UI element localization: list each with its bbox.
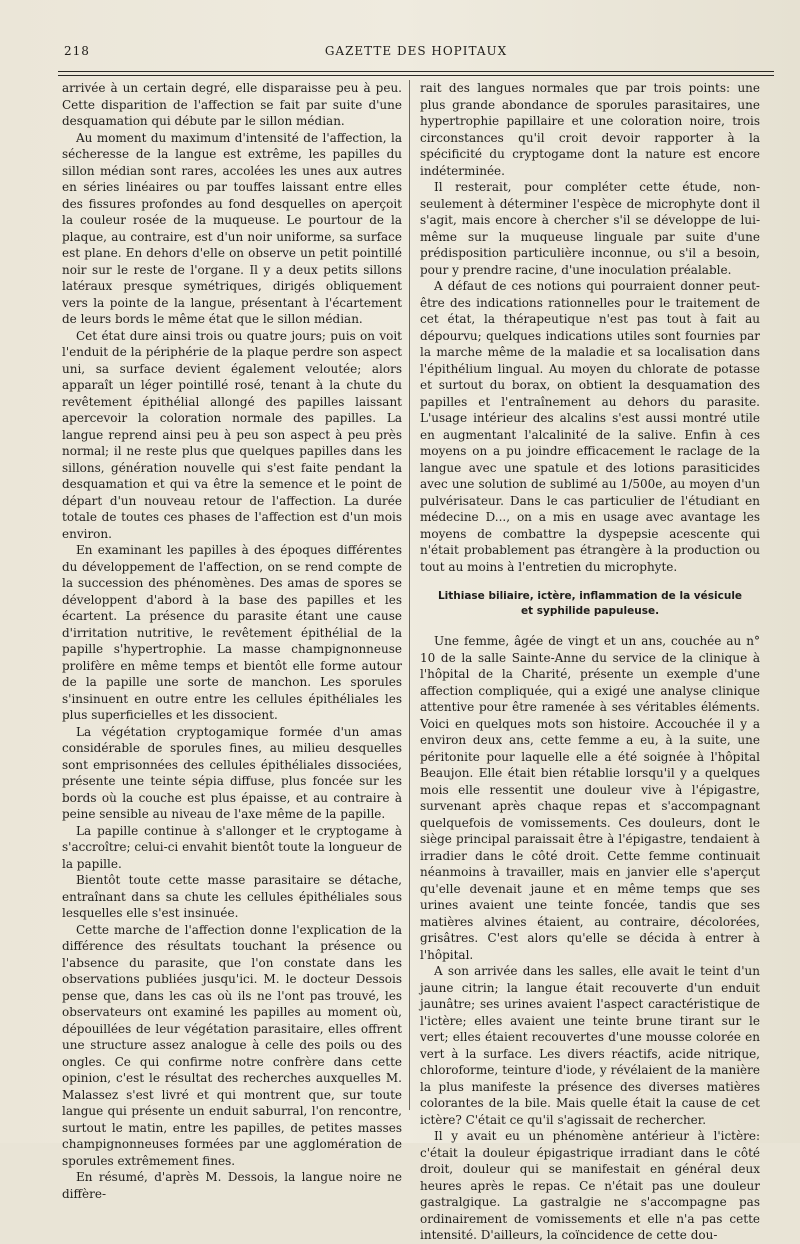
paragraph: A défaut de ces notions qui pourraient donner peut-être des indications rationnelles pour le traitement de cet état, la thérapeutique n'est pas tout à fait au dépourvu; quelques indications utiles sont fournies par la marche même de la maladie et sa localisation dans l'épithélium lingual. Au moyen du chlorate de potasse et surtout du borax, on obtient la desquamation des papilles et l'entraînement au dehors du parasite. L'usage intérieur des alcalins s'est aussi montré utile en augmentant l'alcalinité de la salive. Enfin à ces moyens on a pu joindre efficacement le raclage de la langue avec une spatule et des lotions parasiticides avec une solution de sublimé au 1/500e, au moyen d'un pulvérisateur. Dans le cas particulier de l'étudiant en médecine D..., on a mis en usage avec avantage les moyens de combattre la dyspepsie acescente qui n'était probablement pas étrangère à la production ou tout au moins à l'entretien du microphyte. <box>420 279 760 574</box>
paragraph: Bientôt toute cette masse parasitaire se détache, entraînant dans sa chute les cellules épithéliales sous lesquelles elle s'est insinuée. <box>62 873 402 920</box>
left-column <box>62 80 402 1202</box>
running-title: GAZETTE DES HOPITAUX <box>324 44 508 58</box>
section-heading-line: Lithiase biliaire, ictère, inflammation de la vésicule <box>437 590 743 602</box>
paragraph: arrivée à un certain degré, elle disparaisse peu à peu. Cette disparition de l'affection se fait par suite d'une desquamation qui débute par le sillon médian. <box>62 81 402 128</box>
section-heading-line: et syphilide papuleuse. <box>520 605 660 617</box>
paragraph: En examinant les papilles à des époques différentes du développement de l'affection, on se rend compte de la succession des phénomènes. Des amas de spores se développent d'abord à la base des papilles et les écartent. La présence du parasite étant une cause d'irritation nutritive, le revêtement épithélial de la papille s'hypertrophie. La masse champignonneuse prolifère en même temps et bientôt elle forme autour de la papille une sorte de manchon. Les sporules s'insinuent en outre entre les cellules épithéliales les plus superficielles et les dissocient. <box>62 543 402 722</box>
right-column <box>420 80 760 1244</box>
paragraph: Au moment du maximum d'intensité de l'affection, la sécheresse de la langue est extrême, les papilles du sillon médian sont rares, accolées les unes aux autres en séries linéaires ou par touffes laissant entre elles des fissures profondes au fond desquelles on aperçoit la couleur rosée de la muqueuse. Le pourtour de la plaque, au contraire, est d'un noir uniforme, sa surface est plane. En dehors d'elle on observe un petit pointillé noir sur le reste de l'organe. Il y a deux petits sillons latéraux presque symétriques, dirigés obliquement vers la pointe de la langue, présentant à l'écartement de leurs bords le même état que le sillon médian. <box>62 130 402 326</box>
paragraph: En résumé, d'après M. Dessois, la langue noire ne diffère- <box>62 1170 402 1201</box>
paragraph: Une femme, âgée de vingt et un ans, couchée au n° 10 de la salle Sainte-Anne du service de la clinique à l'hôpital de la Charité, présente un exemple d'une affection compliquée, qui a exigé une analyse clinique attentive pour être ramenée à ses véritables éléments. Voici en quelques mots son histoire. Accouchée il y a environ deux ans, cette femme a eu, à la suite, une péritonite pour laquelle elle a été soignée à l'hôpital Beaujon. Elle était bien rétablie lorsqu'il y a quelques mois elle ressentit une douleur vive à l'épigastre, survenant après chaque repas et s'accompagnant quelquefois de vomissements. Ces douleurs, dont le siège principal paraissait être à l'épigastre, tendaient à irradier dans le côté droit. Cette femme continuait néanmoins à travailler, mais en janvier elle s'aperçut qu'elle devenait jaune et en même temps que ses urines avaient une teinte foncée, tandis que ses matières alvines étaient, au contraire, décolorées, grisâtres. C'est alors qu'elle se décida à entrer à l'hôpital. <box>420 634 760 962</box>
paragraph: La végétation cryptogamique formée d'un amas considérable de sporules fines, au milieu desquelles sont emprisonnées des cellules épithéliales dissociées, présente une teinte sépia diffuse, plus foncée sur les bords où la couche est plus épaisse, et au contraire à peine sensible au niveau de l'axe même de la papille. <box>62 724 402 821</box>
paragraph: Il resterait, pour compléter cette étude, non-seulement à déterminer l'espèce de microphyte dont il s'agit, mais encore à chercher s'il se développe de lui-même sur la muqueuse linguale par suite d'une prédisposition particulière inconnue, ou s'il a besoin, pour y prendre racine, d'une inoculation préalable. <box>420 180 760 277</box>
header-rule <box>58 71 774 72</box>
section-heading <box>420 589 760 619</box>
paragraph: Il y avait eu un phénomène antérieur à l'ictère: c'était la douleur épigastrique irradiant dans le côté droit, douleur qui se manifestait en général deux heures après le repas. Ce n'était pas une douleur gastralgique. La gastralgie ne s'accompagne pas ordinairement de vomissements et elle n'a pas cette intensité. D'ailleurs, la coïncidence de cette dou- <box>420 1129 760 1242</box>
paragraph: rait des langues normales que par trois points: une plus grande abondance de sporules parasitaires, une hypertrophie papillaire et une coloration noire, trois circonstances qu'il croit devoir rapporter à la spécificité du cryptogame dont la nature est encore indéterminée. <box>420 81 760 178</box>
paragraph: A son arrivée dans les salles, elle avait le teint d'un jaune citrin; la langue était recouverte d'un enduit jaunâtre; ses urines avaient l'aspect caractéristique de l'ictère; elles avaient une teinte brune tirant sur le vert; elles étaient recouvertes d'une mousse colorée en vert à la surface. Les divers réactifs, acide nitrique, chloroforme, teinture d'iode, y révélaient de la manière la plus manifeste la présence des diverses matières colorantes de la bile. Mais quelle était la cause de cet ictère? C'était ce qu'il s'agissait de rechercher. <box>420 964 760 1127</box>
header-rule-thin <box>58 75 774 76</box>
column-divider <box>409 80 410 1110</box>
paragraph: Cet état dure ainsi trois ou quatre jours; puis on voit l'enduit de la périphérie de la plaque perdre son aspect uni, sa surface devient également veloutée; alors apparaît un léger pointillé rosé, tenant à la chute du revêtement épithélial allongé des papilles laissant apercevoir la coloration normale des papilles. La langue reprend ainsi peu à peu son aspect à peu près normal; il ne reste plus que quelques papilles dans les sillons, génération nouvelle qui s'est faite pendant la desquamation et qui va être la semence et le point de départ d'un nouveau retour de l'affection. La durée totale de toutes ces phases de l'affection est d'un mois environ. <box>62 328 402 541</box>
paragraph: Cette marche de l'affection donne l'explication de la différence des résultats touchant la présence ou l'absence du parasite, que l'on constate dans les observations publiées jusqu'ici. M. le docteur Dessois pense que, dans les cas où ils ne l'ont pas trouvé, les observateurs ont examiné les papilles au moment où, dépouillées de leur végétation parasitaire, elles offrent une structure assez analogue à celle des poils ou des ongles. Ce qui confirme notre confrère dans cette opinion, c'est le résultat des recherches auxquelles M. Malassez s'est livré et qui montrent que, sur toute langue qui présente un enduit saburral, l'on rencontre, surtout le matin, entre les papilles, de petites masses champignonneuses formées par une agglomération de sporules extrêmement fines. <box>62 922 402 1168</box>
page-header <box>58 44 774 64</box>
page-number: 218 <box>64 44 90 58</box>
paragraph: La papille continue à s'allonger et le cryptogame à s'accroître; celui-ci envahit bientôt toute la longueur de la papille. <box>62 823 402 871</box>
